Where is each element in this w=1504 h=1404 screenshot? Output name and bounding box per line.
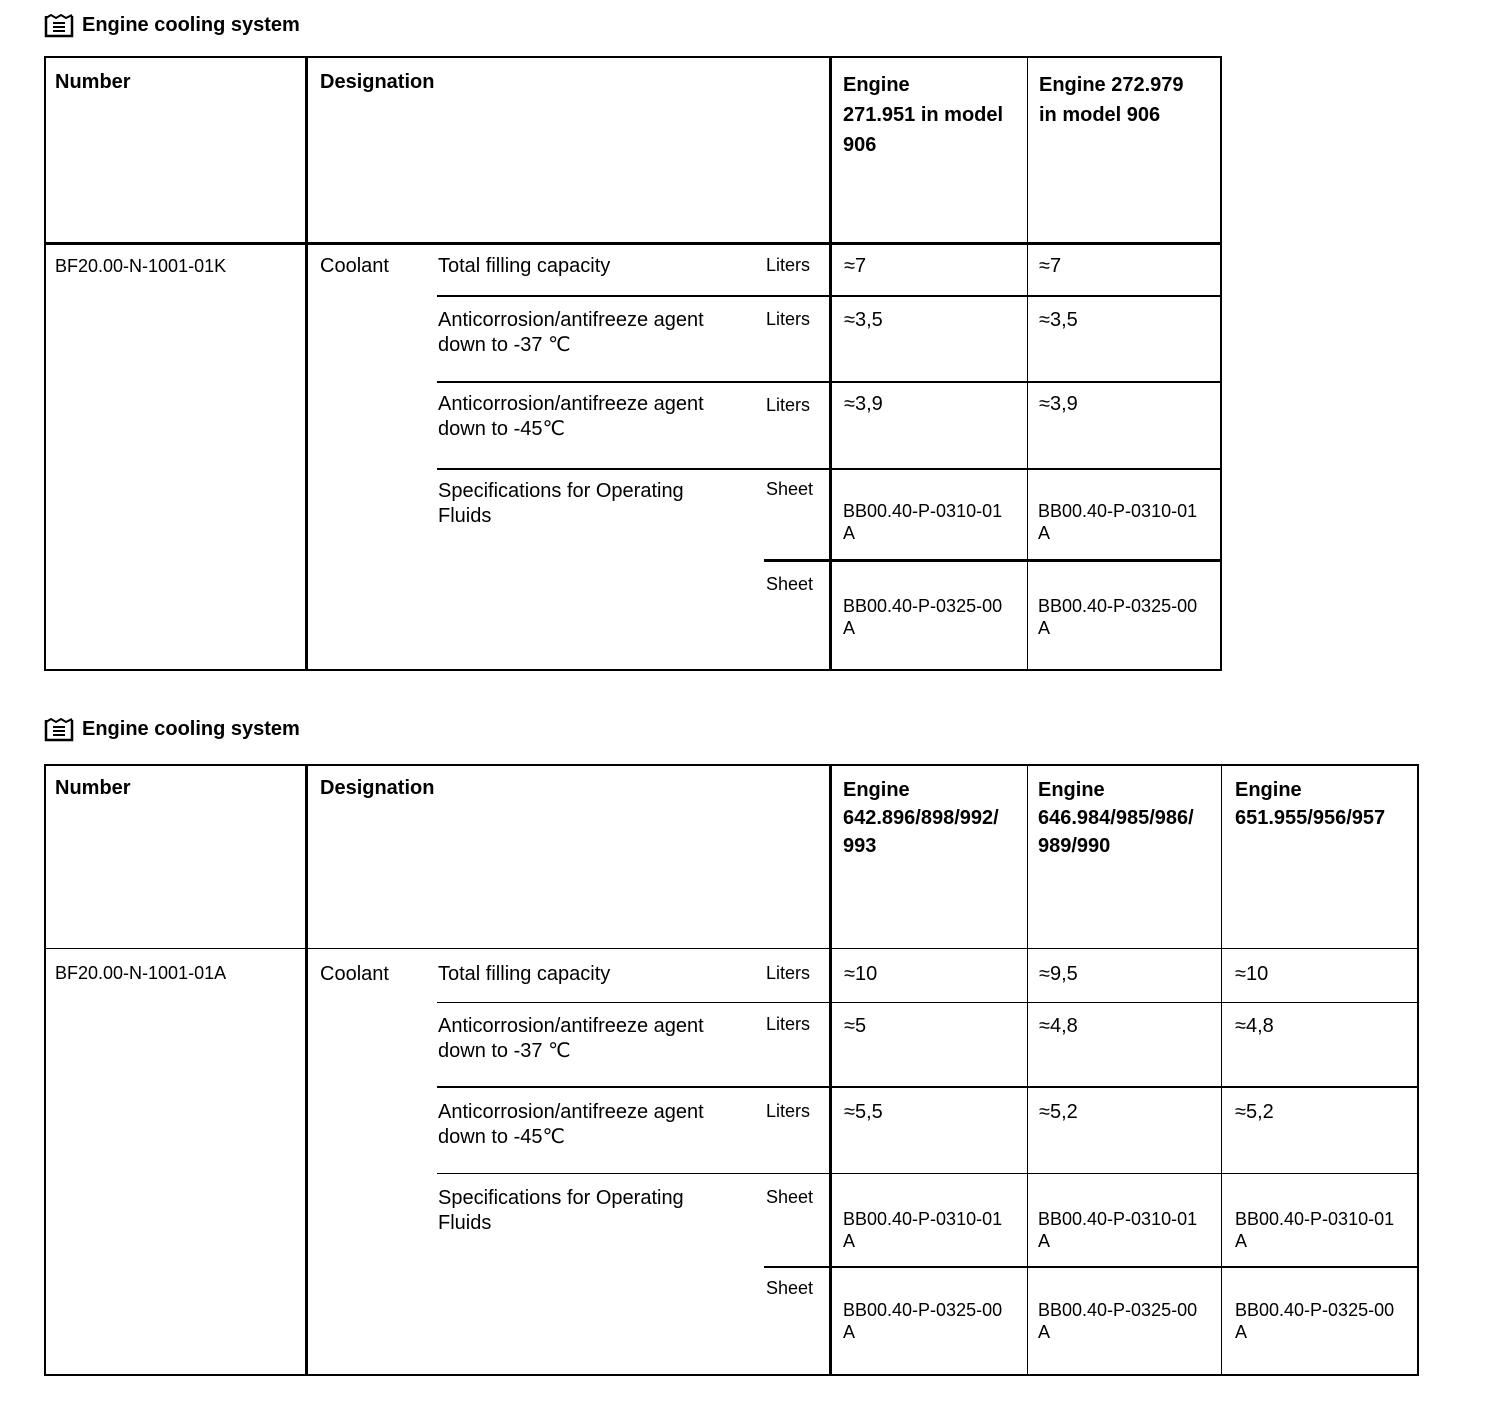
sheet-reference: BB00.40-P-0310-01 A bbox=[1038, 501, 1198, 543]
section-title bbox=[44, 716, 300, 742]
sheet-reference: BB00.40-P-0325-00 A bbox=[843, 1300, 1003, 1342]
sheet-reference: BB00.40-P-0325-00 A bbox=[1235, 1300, 1395, 1342]
row-label: Total filling capacity bbox=[438, 255, 611, 277]
header-engine-2: Engine 646.984/985/986/ 989/990 bbox=[1038, 779, 1194, 857]
sheet-reference: BB00.40-P-0325-00 A bbox=[843, 596, 1003, 638]
cooling-table-1 bbox=[44, 56, 1222, 671]
row-value: ≈3,9 bbox=[844, 393, 883, 415]
row-unit: Liters bbox=[766, 963, 811, 983]
row-unit: Liters bbox=[766, 255, 811, 275]
row-label: Specifications for Operating Fluids bbox=[438, 1187, 684, 1234]
header-designation: Designation bbox=[320, 71, 435, 93]
row-unit: Sheet bbox=[766, 1187, 814, 1207]
row-label: Specifications for Operating Fluids bbox=[438, 480, 684, 527]
row-unit: Sheet bbox=[766, 1278, 814, 1298]
row-unit: Sheet bbox=[766, 574, 814, 594]
row-unit: Liters bbox=[766, 395, 811, 415]
row-unit: Liters bbox=[766, 1101, 811, 1121]
coolant-reservoir-icon bbox=[44, 716, 74, 742]
header-engine-2: Engine 272.979 in model 906 bbox=[1039, 74, 1184, 126]
row-label: Anticorrosion/antifreeze agent down to -37 ℃ bbox=[438, 1015, 704, 1062]
sheet-reference: BB00.40-P-0310-01 A bbox=[1235, 1209, 1395, 1251]
row-value: ≈5 bbox=[844, 1015, 867, 1037]
header-designation: Designation bbox=[320, 777, 435, 799]
row-value: ≈4,8 bbox=[1039, 1015, 1078, 1037]
header-number: Number bbox=[55, 71, 131, 93]
row-value: ≈3,9 bbox=[1039, 393, 1078, 415]
row-value: ≈7 bbox=[1039, 255, 1062, 277]
sheet-reference: BB00.40-P-0310-01 A bbox=[1038, 1209, 1198, 1251]
part-number: BF20.00-N-1001-01K bbox=[55, 256, 227, 276]
cooling-table-2 bbox=[44, 764, 1419, 1376]
part-number: BF20.00-N-1001-01A bbox=[55, 963, 227, 983]
section-title-text: Engine cooling system bbox=[82, 717, 300, 740]
sheet-reference: BB00.40-P-0310-01 A bbox=[843, 1209, 1003, 1251]
row-value: ≈7 bbox=[844, 255, 867, 277]
group-label: Coolant bbox=[320, 963, 389, 985]
row-value: ≈10 bbox=[1235, 963, 1269, 985]
section-title bbox=[44, 12, 300, 38]
header-engine-3: Engine 651.955/956/957 bbox=[1235, 779, 1386, 829]
row-unit: Liters bbox=[766, 1014, 811, 1034]
row-label: Total filling capacity bbox=[438, 963, 611, 985]
row-value: ≈5,2 bbox=[1039, 1101, 1078, 1123]
coolant-reservoir-icon bbox=[44, 12, 74, 38]
sheet-reference: BB00.40-P-0325-00 A bbox=[1038, 1300, 1198, 1342]
row-value: ≈4,8 bbox=[1235, 1015, 1274, 1037]
row-value: ≈5,5 bbox=[844, 1101, 883, 1123]
sheet-reference: BB00.40-P-0310-01 A bbox=[843, 501, 1003, 543]
row-value: ≈3,5 bbox=[844, 309, 883, 331]
header-number: Number bbox=[55, 777, 131, 799]
row-unit: Sheet bbox=[766, 479, 814, 499]
row-value: ≈3,5 bbox=[1039, 309, 1078, 331]
group-label: Coolant bbox=[320, 255, 389, 277]
section-title-text: Engine cooling system bbox=[82, 13, 300, 36]
row-value: ≈5,2 bbox=[1235, 1101, 1274, 1123]
row-label: Anticorrosion/antifreeze agent down to -45℃ bbox=[438, 1101, 704, 1148]
header-engine-1: Engine 642.896/898/992/ 993 bbox=[843, 779, 999, 857]
row-label: Anticorrosion/antifreeze agent down to -37 ℃ bbox=[438, 309, 704, 356]
row-value: ≈9,5 bbox=[1039, 963, 1078, 985]
header-engine-1: Engine 271.951 in model 906 bbox=[843, 74, 1004, 156]
row-unit: Liters bbox=[766, 309, 811, 329]
row-value: ≈10 bbox=[844, 963, 878, 985]
row-label: Anticorrosion/antifreeze agent down to -45℃ bbox=[438, 393, 704, 440]
sheet-reference: BB00.40-P-0325-00 A bbox=[1038, 596, 1198, 638]
